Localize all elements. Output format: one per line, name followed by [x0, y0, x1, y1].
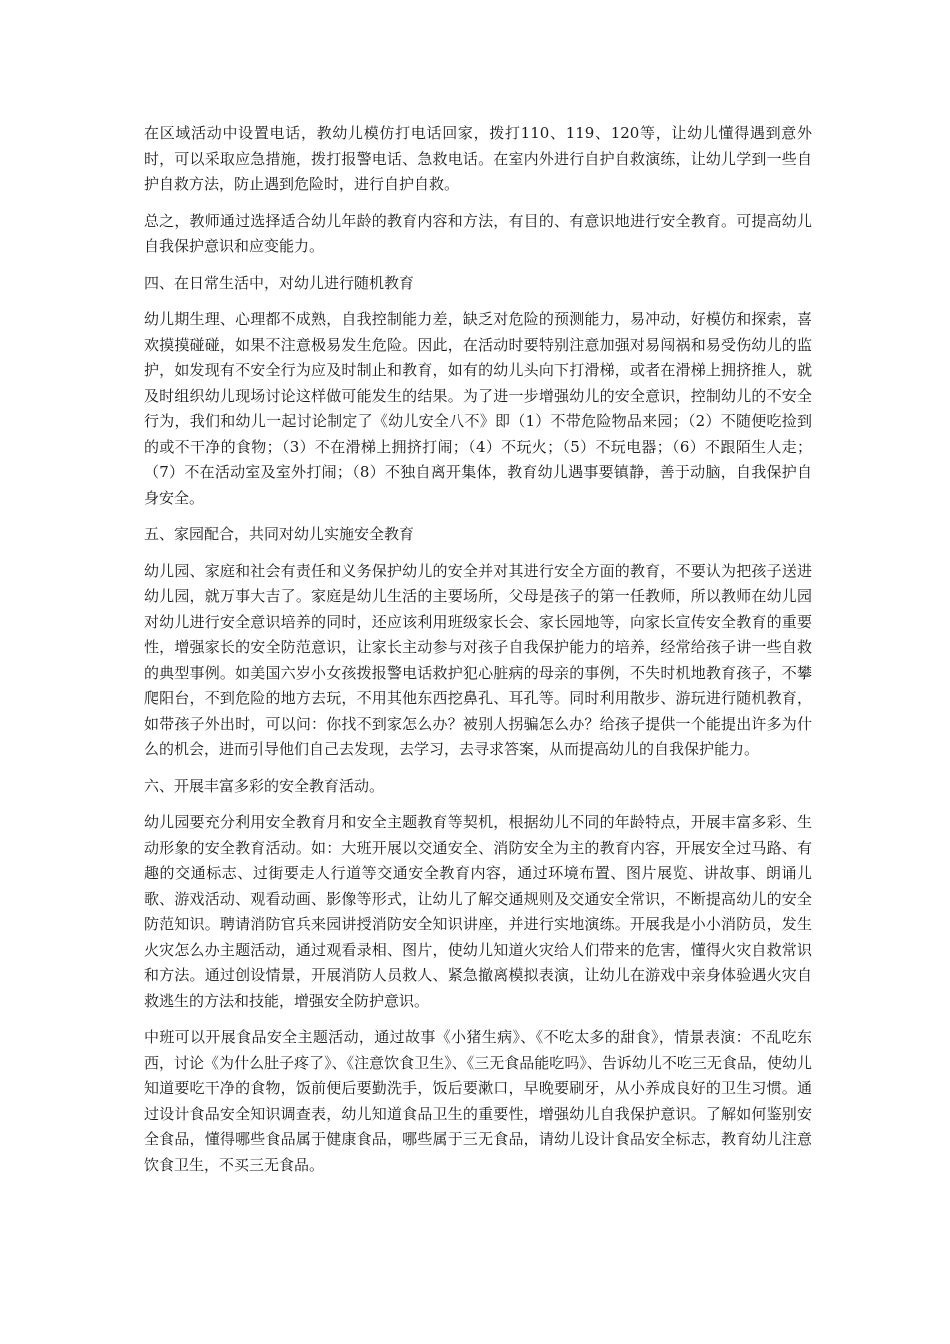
paragraph-daily-life-education: 幼儿期生理、心理都不成熟，自我控制能力差，缺乏对危险的预测能力，易冲动，好模仿和探索，喜欢摸摸碰碰，如果不注意极易发生危险。因此，在活动时要特别注意加强对易闯祸和易受伤幼儿的监护，如发现有不安全行为应及时制止和教育，如有的幼儿头向下打滑梯，或者在滑梯上拥挤推人，就及时组织幼儿现场讨论这样做可能发生的结果。为了进一步增强幼儿的安全意识，控制幼儿的不安全行为，我们和幼儿一起讨论制定了《幼儿安全八不》即（1）不带危险物品来园；（2）不随便吃捡到的或不干净的食物；（3）不在滑梯上拥挤打闹；（4）不玩火；（5）不玩电器；（6）不跟陌生人走；（7）不在活动室及室外打闹；（8）不独自离开集体，教育幼儿遇事要镇静，善于动脑，自我保护自身安全。 [144, 310, 812, 507]
paragraph-emergency-calls: 在区域活动中设置电话，教幼儿模仿打电话回家，拨打110、119、120等，让幼儿懂得遇到意外时，可以采取应急措施，拨打报警电话、急救电话。在室内外进行自护自救演练，让幼儿学到一些自护自救方法，防止遇到危险时，进行自护自救。 [144, 124, 812, 193]
section-heading-5: 五、家园配合，共同对幼儿实施安全教育 [144, 525, 415, 543]
section-heading-6: 六、开展丰富多彩的安全教育活动。 [144, 776, 385, 795]
section-heading-4: 四、在日常生活中，对幼儿进行随机教育 [144, 273, 415, 292]
paragraph-middle-class-food-safety: 中班可以开展食品安全主题活动，通过故事《小猪生病》、《不吃太多的甜食》，情景表演：不乱吃东西，讨论《为什么肚子疼了》、《注意饮食卫生》、《三无食品能吃吗》、告诉幼儿不吃三无食品，使幼儿知道要吃干净的食物，饭前便后要勤洗手，饭后要漱口，早晚要刷牙，从小养成良好的卫生习惯。通过设计食品安全知识调查表，幼儿知道食品卫生的重要性，增强幼儿自我保护意识。了解如何鉴别安全食品，懂得哪些食品属于健康食品，哪些属于三无食品，请幼儿设计食品安全标志，教育幼儿注意饮食卫生，不买三无食品。 [144, 1028, 812, 1174]
paragraph-senior-class-activities: 幼儿园要充分利用安全教育月和安全主题教育等契机，根据幼儿不同的年龄特点，开展丰富多彩、生动形象的安全教育活动。如：大班开展以交通安全、消防安全为主的教育内容，开展安全过马路、有趣的交通标志、过街要走人行道等交通安全教育内容，通过环境布置、图片展览、讲故事、朗诵儿歌、游戏活动、观看动画、影像等形式，让幼儿了解交通规则及交通安全常识，不断提高幼儿的安全防范知识。聘请消防官兵来园讲授消防安全知识讲座，并进行实地演练。开展我是小小消防员，发生火灾怎么办主题活动，通过观看录相、图片，使幼儿知道火灾给人们带来的危害，懂得火灾自救常识和方法。通过创设情景，开展消防人员救人、紧急撤离模拟表演，让幼儿在游戏中亲身体验遇火灾自救逃生的方法和技能，增强安全防护意识。 [144, 813, 812, 1010]
paragraph-summary: 总之，教师通过选择适合幼儿年龄的教育内容和方法，有目的、有意识地进行安全教育。可提高幼儿自我保护意识和应变能力。 [144, 211, 812, 255]
document-body [144, 121, 812, 1189]
paragraph-home-school-cooperation: 幼儿园、家庭和社会有责任和义务保护幼儿的安全并对其进行安全方面的教育，不要认为把孩子送进幼儿园，就万事大吉了。家庭是幼儿生活的主要场所，父母是孩子的第一任教师，所以教师在幼儿园对幼儿进行安全意识培养的同时，还应该利用班级家长会、家长园地等，向家长宣传安全教育的重要性，增强家长的安全防范意识，让家长主动参与对孩子自我保护能力的培养，经常给孩子讲一些自救的典型事例。如美国六岁小女孩拨报警电话救护犯心脏病的母亲的事例，不失时机地教育孩子，不攀爬阳台，不到危险的地方去玩，不用其他东西挖鼻孔、耳孔等。同时利用散步、游玩进行随机教育，如带孩子外出时，可以问：你找不到家怎么办？被别人拐骗怎么办？给孩子提供一个能提出许多为什么的机会，进而引导他们自己去发现，去学习，去寻求答案，从而提高幼儿的自我保护能力。 [144, 561, 812, 758]
